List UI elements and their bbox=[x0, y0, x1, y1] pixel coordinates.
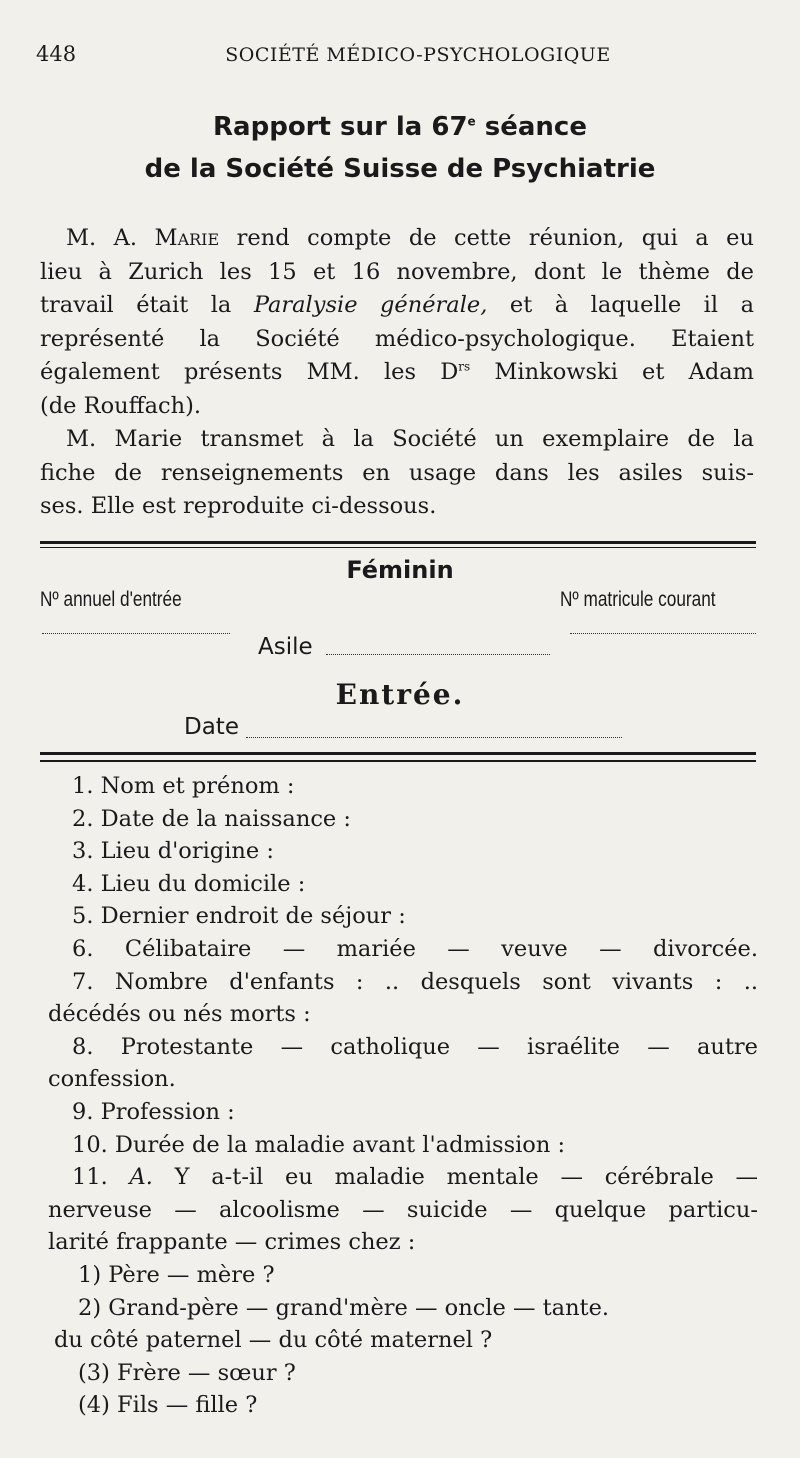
running-title: SOCIÉTÉ MÉDICO-PSYCHOLOGIQUE bbox=[225, 44, 611, 66]
article-title-line1: Rapport sur la 67e séance bbox=[213, 112, 587, 142]
text-line: M. Marie transmet à la Société un exemplaire de la bbox=[66, 426, 754, 452]
text-line: lieu à Zurich les 15 et 16 novembre, dont le thème de bbox=[40, 258, 754, 285]
form-items-list bbox=[48, 770, 758, 1422]
list-item-continuation: nerveuse — alcoolisme — suicide — quelque particu- bbox=[48, 1196, 758, 1223]
list-item-continuation: larité frappante — crimes chez : bbox=[48, 1229, 416, 1256]
list-item: 8. Protestante — catholique — israélite — autre bbox=[72, 1033, 758, 1060]
text-line: fiche de renseignements en usage dans les asiles suis- bbox=[40, 459, 754, 486]
sub-item: (4) Fils — fille ? bbox=[78, 1392, 258, 1419]
matricule-blank bbox=[570, 632, 756, 634]
text-line: M. A. Marie rend compte de cette réunion, qui a eu bbox=[66, 225, 754, 251]
text-line: représenté la Société médico-psychologique. Etaient bbox=[40, 325, 754, 352]
date-label: Date bbox=[184, 714, 239, 740]
list-item: 10. Durée de la maladie avant l'admission : bbox=[72, 1131, 566, 1158]
list-item: 2. Date de la naissance : bbox=[72, 805, 351, 832]
list-item: 5. Dernier endroit de séjour : bbox=[72, 903, 406, 930]
asile-label: Asile bbox=[258, 634, 313, 660]
text-line: travail était la Paralysie générale, et à laquelle il a bbox=[40, 292, 754, 318]
text-line: (de Rouffach). bbox=[40, 392, 202, 419]
matricule-label: Nº matricule courant bbox=[560, 588, 716, 611]
form-heading: Féminin bbox=[346, 556, 454, 584]
list-item: 3. Lieu d'origine : bbox=[72, 838, 274, 865]
sub-item: 1) Père — mère ? bbox=[78, 1261, 275, 1288]
paragraph-transmission bbox=[40, 423, 754, 524]
text-line: ses. Elle est reproduite ci-dessous. bbox=[40, 493, 437, 519]
entree-heading: Entrée. bbox=[335, 678, 465, 711]
list-item: 1. Nom et prénom : bbox=[72, 773, 295, 799]
annual-entry-label: Nº annuel d'entrée bbox=[40, 588, 182, 611]
list-item-continuation: décédés ou nés morts : bbox=[48, 1001, 311, 1028]
list-item: 7. Nombre d'enfants : .. desquels sont vivants : .. bbox=[72, 968, 758, 995]
article-title-line2: de la Société Suisse de Psychiatrie bbox=[144, 154, 656, 184]
list-item: 11. A. Y a-t-il eu maladie mentale — cérébrale — bbox=[72, 1164, 759, 1191]
sub-item: 2) Grand-père — grand'mère — oncle — tante. bbox=[78, 1294, 610, 1321]
sub-item-continuation: du côté paternel — du côté maternel ? bbox=[54, 1327, 493, 1354]
sub-item: (3) Frère — sœur ? bbox=[78, 1359, 296, 1386]
form-top-rule bbox=[40, 541, 756, 544]
asile-blank bbox=[326, 653, 550, 655]
list-item: 6. Célibataire — mariée — veuve — divorcée. bbox=[72, 935, 758, 962]
list-item-continuation: confession. bbox=[48, 1066, 176, 1093]
form-bottom-rule-2 bbox=[40, 760, 756, 762]
date-blank bbox=[246, 736, 622, 738]
list-item: 4. Lieu du domicile : bbox=[72, 870, 306, 897]
page-header bbox=[36, 42, 760, 72]
form-top-rule-thin bbox=[40, 547, 756, 548]
annual-entry-blank bbox=[42, 632, 230, 634]
text-line: également présents MM. les $D^{rs}$ Minkowski et Adam bbox=[40, 359, 754, 385]
paragraph-report bbox=[40, 222, 754, 423]
page-number: 448 bbox=[36, 42, 77, 66]
list-item: 9. Profession : bbox=[72, 1098, 235, 1125]
form-bottom-rule bbox=[40, 752, 756, 755]
